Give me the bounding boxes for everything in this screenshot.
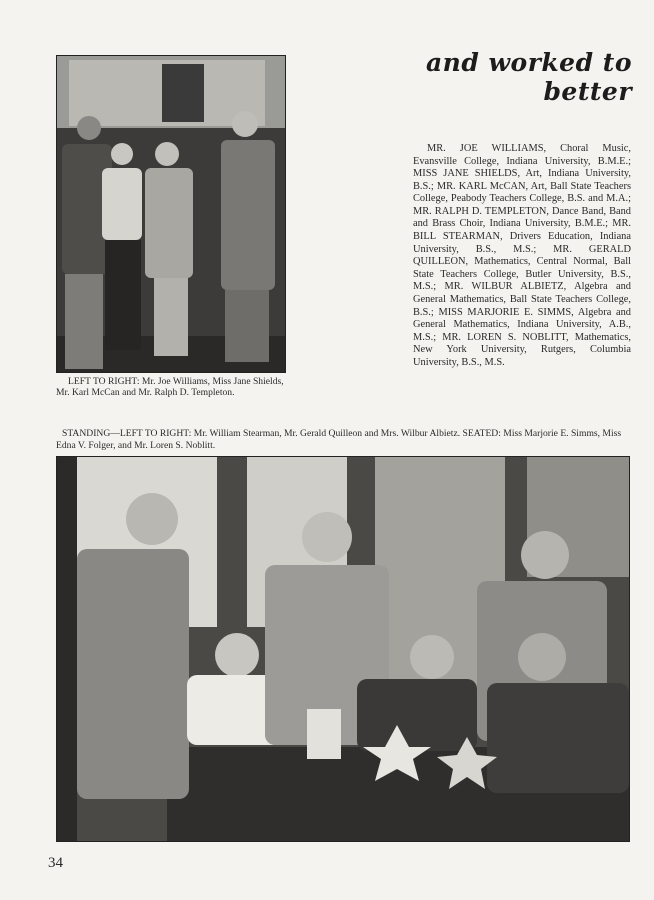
page-number: 34 xyxy=(48,855,63,871)
faculty-list-paragraph: MR. JOE WILLIAMS, Choral Music, Evansville College, Indiana University, B.M.E.; MISS JANE SHIELDS, Art, Indiana University, B.S.; MR. KARL McCAN, Art, Ball State Teachers College, Peabody Teachers College, B.S. and M.A.; MR. RALPH D. TEMPLETON, Dance Band, Band and Brass Choir, Indiana University, B.M.E.; MR. BILL STEARMAN, Drivers Education, Indiana University, B.S., M.S.; MR. GERALD QUILLEON, Mathematics, Central Normal, Ball State Teachers College, Butler University, B.S., M.S.; MR. WILBUR ALBIETZ, Algebra and General Mathematics, Ball State Teachers College, B.S.; MISS MARJORIE E. SIMMS, Algebra and General Mathematics, Indiana University, A.B., M.S.; MR. LOREN S. NOBLITT, Mathematics, New York University, Rutgers, Columbia University, B.S., M.S. xyxy=(413,143,631,368)
bottom-photo-illustration xyxy=(57,457,629,841)
bottom-photo xyxy=(56,456,630,842)
section-heading: and worked to better xyxy=(425,48,632,106)
top-photo-caption: LEFT TO RIGHT: Mr. Joe Williams, Miss Jane Shields, Mr. Karl McCan and Mr. Ralph D. Templeton. xyxy=(56,376,284,399)
top-photo xyxy=(56,55,286,373)
top-photo-illustration xyxy=(57,56,285,372)
bottom-photo-caption: STANDING—LEFT TO RIGHT: Mr. William Stearman, Mr. Gerald Quilleon and Mrs. Wilbur Albietz. SEATED: Miss Marjorie E. Simms, Miss Edna V. Folger, and Mr. Loren S. Noblitt. xyxy=(56,428,622,451)
